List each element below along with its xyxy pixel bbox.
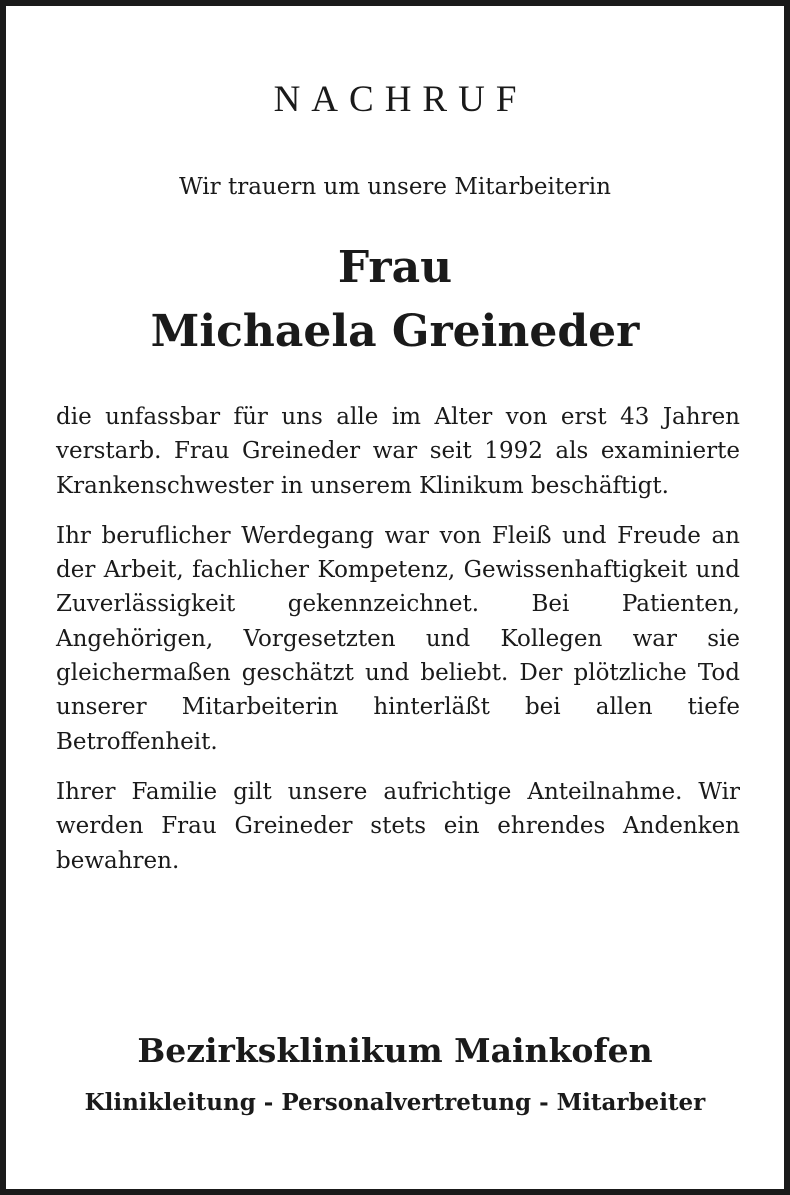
signature-organization: Bezirksklinikum Mainkofen [137, 1031, 653, 1070]
notice-heading: NACHRUF [273, 79, 528, 120]
deceased-name [6, 236, 784, 364]
notice-body [56, 400, 740, 894]
deceased-name-line-2: Michaela Greineder [150, 306, 640, 357]
body-paragraph-1: die unfassbar für uns alle im Alter von erst 43 Jahren verstarb. Frau Greineder war seit 1992 als examinierte Krankenschwester in unserem Klinikum beschäftigt. [56, 404, 740, 499]
deceased-name-line-1: Frau [337, 242, 453, 293]
notice-intro: Wir trauern um unsere Mitarbeiterin [179, 174, 611, 200]
body-paragraph-3: Ihrer Familie gilt unsere aufrichtige Anteilnahme. Wir werden Frau Greineder stets ein ehrendes Andenken bewahren. [56, 778, 740, 874]
signature-departments: Klinikleitung - Personalvertretung - Mitarbeiter [84, 1089, 706, 1116]
body-paragraph-2: Ihr beruflicher Werdegang war von Fleiß und Freude an der Arbeit, fachlicher Kompetenz, Gewissenhaftigkeit und Zuverlässigkeit gekennzeichnet. Bei Patienten, Angehörigen, Vorgesetzten und Kollegen war sie gleichermaßen geschätzt und beliebt. Der plötzliche Tod unserer Mitarbeiterin hinterläßt bei allen tiefe Betroffenheit. [56, 522, 740, 755]
